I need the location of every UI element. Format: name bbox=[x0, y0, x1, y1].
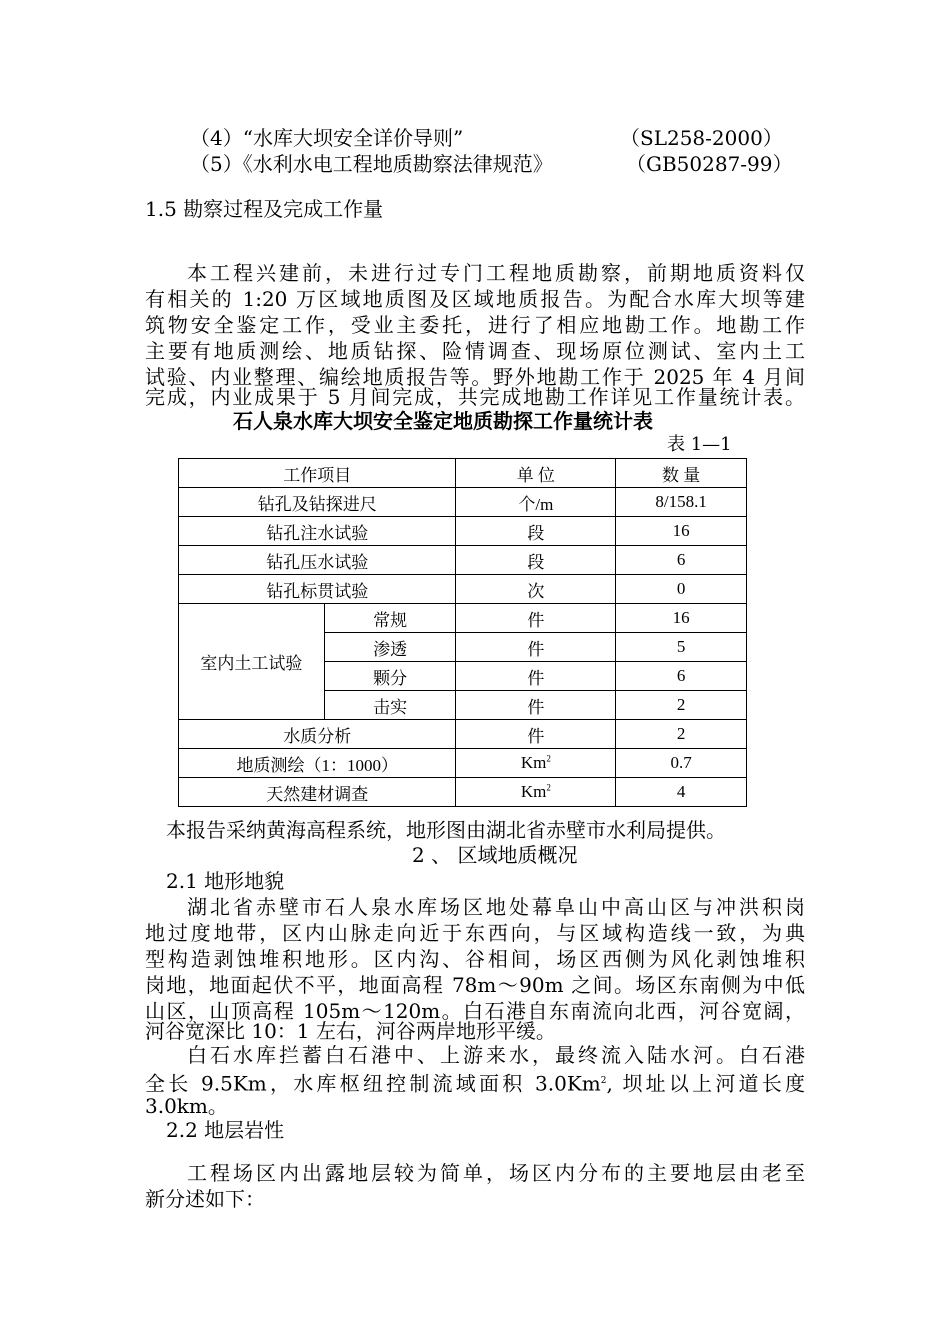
row-unit: 个/m bbox=[456, 488, 616, 517]
reference-4-label: （4）“水库大坝安全详价导则” bbox=[190, 126, 464, 150]
row-qty: 0 bbox=[616, 575, 747, 604]
row-item: 钻孔及钻探进尺 bbox=[179, 488, 456, 517]
section-1-5-line-5: 试验、内业整理、编绘地质报告等。野外地勘工作于 2025 年 4 月间 bbox=[145, 365, 805, 389]
section-2-1-para2-line-1: 白石水库拦蓄白石港中、上游来水，最终流入陆水河。白石港 bbox=[187, 1043, 805, 1067]
chapter-2-heading: 2 、 区域地质概况 bbox=[412, 843, 578, 867]
row-qty: 5 bbox=[616, 633, 747, 662]
reference-5-code: （GB50287-99） bbox=[626, 152, 793, 176]
section-2-1-heading: 2.1 地形地貌 bbox=[166, 869, 285, 893]
row-unit bbox=[456, 720, 616, 749]
para2-text-b: , 坝址以上河道长度 bbox=[606, 1071, 806, 1096]
unit-text: Km bbox=[520, 753, 547, 772]
section-2-1-para2-line-2 bbox=[145, 1068, 805, 1097]
row-qty: 2 bbox=[616, 691, 747, 720]
section-2-1-line-2: 地过度地带，区内山脉走向近于东西向，与区域构造线一致，为典 bbox=[145, 921, 805, 945]
table-row bbox=[179, 604, 747, 633]
section-2-1-line-6: 河谷宽深比 10：1 左右，河谷两岸地形平缓。 bbox=[145, 1019, 556, 1043]
table-row bbox=[179, 749, 747, 778]
section-2-1-para2-line-3: 3.0km。 bbox=[145, 1094, 228, 1118]
section-2-1-line-3: 型构造剥蚀堆积地形。区内沟、谷相间，场区西侧为风化剥蚀堆积 bbox=[145, 947, 805, 971]
section-2-2-heading: 2.2 地层岩性 bbox=[166, 1118, 285, 1142]
lab-sub-item: 渗透 bbox=[324, 633, 456, 662]
reference-4-code: （SL258-2000） bbox=[620, 126, 783, 150]
row-item: 钻孔标贯试验 bbox=[179, 575, 456, 604]
section-1-5-line-3: 筑物安全鉴定工作，受业主委托，进行了相应地勘工作。地勘工作 bbox=[145, 313, 805, 337]
unit-text: 件 bbox=[527, 726, 545, 746]
row-unit: 件 bbox=[456, 691, 616, 720]
row-unit: 件 bbox=[456, 662, 616, 691]
reference-5-label: （5）《水利水电工程地质勘察法律规范》 bbox=[190, 152, 553, 176]
row-qty: 4 bbox=[616, 778, 747, 807]
para2-superscript: 2 bbox=[600, 1076, 607, 1086]
section-1-5-line-6: 完成，内业成果于 5 月间完成，共完成地勘工作详见工作量统计表。 bbox=[145, 385, 805, 409]
row-item: 天然建材调查 bbox=[179, 778, 456, 807]
section-2-2-line-2: 新分述如下： bbox=[145, 1187, 265, 1211]
section-2-1-line-1: 湖北省赤壁市石人泉水库场区地处幕阜山中高山区与冲洪积岗 bbox=[187, 895, 805, 919]
table-number: 表 1—1 bbox=[667, 434, 732, 455]
section-1-5-line-4: 主要有地质测绘、地质钻探、险情调查、现场原位测试、室内土工 bbox=[145, 339, 805, 363]
row-item: 钻孔注水试验 bbox=[179, 517, 456, 546]
row-unit: 段 bbox=[456, 517, 616, 546]
unit-superscript: 2 bbox=[546, 782, 551, 793]
row-item: 地质测绘（1：1000） bbox=[179, 749, 456, 778]
section-2-1-line-4: 岗地，地面起伏不平，地面高程 78m～90m 之间。场区东南侧为中低 bbox=[145, 973, 805, 997]
row-unit: 次 bbox=[456, 575, 616, 604]
row-qty: 6 bbox=[616, 662, 747, 691]
elevation-note: 本报告采纳黄海高程系统，地形图由湖北省赤壁市水利局提供。 bbox=[166, 818, 726, 842]
row-unit: 段 bbox=[456, 546, 616, 575]
table-row bbox=[179, 575, 747, 604]
row-unit bbox=[456, 749, 616, 778]
table-row bbox=[179, 720, 747, 749]
table-row bbox=[179, 778, 747, 807]
section-1-5-line-2: 有相关的 1:20 万区域地质图及区域地质报告。为配合水库大坝等建 bbox=[145, 287, 805, 311]
row-qty: 8/158.1 bbox=[616, 488, 747, 517]
para2-text-a: 全长 9.5Km，水库枢纽控制流域面积 3.0Km bbox=[145, 1071, 601, 1096]
row-item: 水质分析 bbox=[179, 720, 456, 749]
table-header-row bbox=[179, 459, 747, 488]
lab-group-label: 室内土工试验 bbox=[179, 604, 325, 720]
table-title: 石人泉水库大坝安全鉴定地质勘探工作量统计表 bbox=[233, 409, 653, 433]
row-qty: 16 bbox=[616, 517, 747, 546]
row-qty: 6 bbox=[616, 546, 747, 575]
unit-text: Km bbox=[520, 782, 547, 801]
row-qty: 16 bbox=[616, 604, 747, 633]
section-2-1-line-5: 山区，山顶高程 105m～120m。白石港自东南流向北西，河谷宽阔， bbox=[145, 999, 805, 1023]
header-qty: 数 量 bbox=[616, 459, 747, 488]
table-row bbox=[179, 546, 747, 575]
row-unit: 件 bbox=[456, 604, 616, 633]
row-item: 钻孔压水试验 bbox=[179, 546, 456, 575]
section-1-5-line-1: 本工程兴建前，未进行过专门工程地质勘察，前期地质资料仅 bbox=[187, 261, 805, 285]
lab-sub-item: 击实 bbox=[324, 691, 456, 720]
workload-table bbox=[178, 458, 747, 807]
row-qty: 2 bbox=[616, 720, 747, 749]
row-unit bbox=[456, 778, 616, 807]
header-item: 工作项目 bbox=[179, 459, 456, 488]
table-row bbox=[179, 488, 747, 517]
section-2-2-line-1: 工程场区内出露地层较为简单，场区内分布的主要地层由老至 bbox=[187, 1161, 805, 1185]
table-row bbox=[179, 517, 747, 546]
row-qty: 0.7 bbox=[616, 749, 747, 778]
header-unit: 单 位 bbox=[456, 459, 616, 488]
lab-sub-item: 常规 bbox=[324, 604, 456, 633]
section-1-5-heading: 1.5 勘察过程及完成工作量 bbox=[145, 197, 384, 221]
unit-superscript: 2 bbox=[546, 753, 551, 764]
lab-sub-item: 颗分 bbox=[324, 662, 456, 691]
row-unit: 件 bbox=[456, 633, 616, 662]
